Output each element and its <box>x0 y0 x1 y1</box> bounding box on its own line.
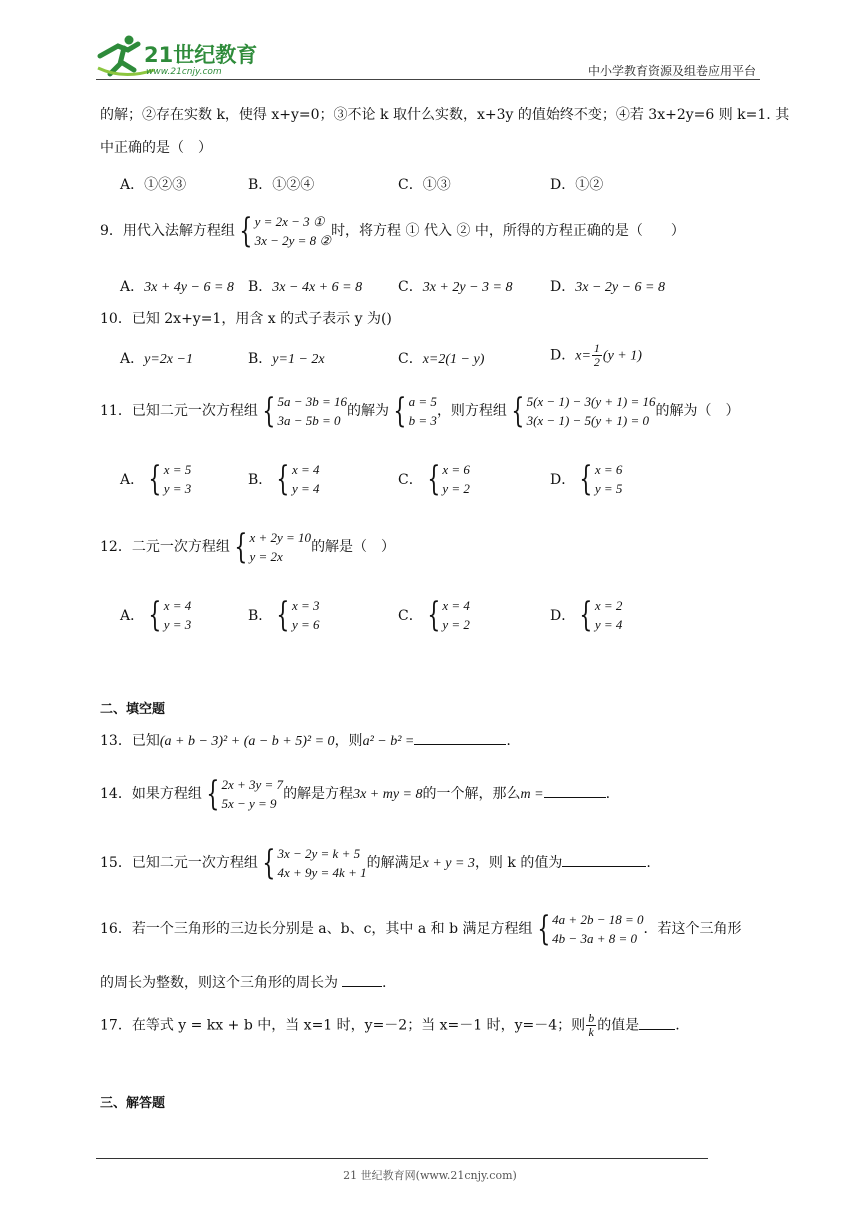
q16-question-line2: 的周长为整数，则这个三角形的周长为 . <box>100 972 386 993</box>
q8-text-line1: 的解；②存在实数 k，使得 x+y=0；③不论 k 取什么实数，x+3y 的值始终不变；④若 3x+2y=6 则 k=1. 其 <box>100 107 790 123</box>
section-fill-in-title: 二、填空题 <box>100 702 166 717</box>
site-logo <box>94 34 264 80</box>
q9-eq2: 3x − 2y = 8 ② <box>254 233 332 248</box>
q8-choice-b: B．①②④ <box>248 177 315 193</box>
q16-question: 16．若一个三角形的三边长分别是 a、b、c，其中 a 和 b 满足方程组 { 4a + 2b − 18 = 0 4b − 3a + 8 = 0 ．若这个三角形 <box>100 909 742 949</box>
q10-choice-b: B．y=1 − 2x <box>248 351 325 367</box>
q12-choice-a: A． { x = 4 y = 3 <box>120 595 192 635</box>
q12-choice-b: B． { x = 3 y = 6 <box>248 595 320 635</box>
q10-choice-c: C．x=2(1 − y) <box>398 351 485 367</box>
q9-choice-a: A．3x + 4y − 6 = 8 <box>120 279 234 295</box>
q11-choice-d: D． { x = 6 y = 5 <box>550 459 623 499</box>
q10-choice-a: A．y=2x −1 <box>120 351 193 367</box>
q11-solution: { a = 5 b = 3 <box>393 391 437 431</box>
footer-divider <box>96 1158 708 1159</box>
q12-system: { x + 2y = 10 y = 2x <box>234 527 312 567</box>
q12-question: 12．二元一次方程组 { x + 2y = 10 y = 2x 的解是（ ） <box>100 527 396 567</box>
q8-choice-a: A．①②③ <box>120 177 187 193</box>
q17-answer-blank[interactable] <box>639 1015 675 1030</box>
q11-choice-a: A． { x = 5 y = 3 <box>120 459 192 499</box>
q14-answer-blank[interactable] <box>544 783 606 798</box>
logo-url: www.21cnjy.com <box>146 67 222 77</box>
q9-eq1: y = 2x − 3 ① <box>254 214 325 229</box>
q16-answer-blank[interactable] <box>342 972 382 987</box>
q12-choice-d: D． { x = 2 y = 4 <box>550 595 623 635</box>
q14-question: 14．如果方程组 { 2x + 3y = 7 5x − y = 9 的解是方程3x + my = 8的一个解，那么m = . <box>100 774 611 814</box>
q12-choice-c: C． { x = 4 y = 2 <box>398 595 470 635</box>
q9-prefix: 9．用代入法解方程组 <box>100 223 235 239</box>
q17-question: 17．在等式 y = kx + b 中，当 x=1 时，y=－2；当 x=－1 时，y=－4；则 $\frac{b}{k}$ 的值是 . <box>100 1011 680 1039</box>
q17-fraction: $\frac{b}{k}$ <box>588 1011 595 1039</box>
header-divider <box>96 79 760 80</box>
q9-choice-c: C．3x + 2y − 3 = 8 <box>398 279 513 295</box>
q13-answer-blank[interactable] <box>414 730 506 745</box>
q13-question: 13．已知(a + b − 3)² + (a − b + 5)² = 0，则a² − b² = . <box>100 730 511 752</box>
q15-system: { 3x − 2y = k + 5 4x + 9y = 4k + 1 <box>262 843 367 883</box>
q11-choice-c: C． { x = 6 y = 2 <box>398 459 470 499</box>
q9-system: { y = 2x − 3 ① 3x − 2y = 8 ② <box>239 211 332 251</box>
q10-choice-d: D．x= $\frac{1}{2}$ (y + 1) <box>550 341 642 369</box>
q15-question: 15．已知二元一次方程组 { 3x − 2y = k + 5 4x + 9y = 4k + 1 的解满足x + y = 3，则 k 的值为 . <box>100 843 651 883</box>
q10-d-denominator: 2 <box>593 355 600 369</box>
q11-question: 11．已知二元一次方程组 { 5a − 3b = 16 3a − 5b = 0 的解为 { a = 5 b = 3 ，则方程组 { 5(x − 1) − 3(y + 1) = 16 3(x − 1) − 5(y + 1) = 0 的解为（ ） <box>100 391 740 431</box>
q16-system: { 4a + 2b − 18 = 0 4b − 3a + 8 = 0 <box>536 909 644 949</box>
q10-question: 10．已知 2x+y=1，用含 x 的式子表示 y 为() <box>100 311 392 327</box>
footer-text: 21 世纪教育网(www.21cnjy.com) <box>343 1169 517 1182</box>
q9-suffix: 时，将方程 ① 代入 ② 中，所得的方程正确的是（ ） <box>331 223 685 239</box>
q10-d-numerator: 1 <box>593 341 600 355</box>
q9-choice-b: B．3x − 4x + 6 = 8 <box>248 279 363 295</box>
q11-system-2: { 5(x − 1) − 3(y + 1) = 16 3(x − 1) − 5(y + 1) = 0 <box>511 391 656 431</box>
header-platform-name: 中小学教育资源及组卷应用平台 <box>587 64 756 78</box>
q8-choice-c: C．①③ <box>398 177 451 193</box>
q11-choice-b: B． { x = 4 y = 4 <box>248 459 320 499</box>
q9-choice-d: D．3x − 2y − 6 = 8 <box>550 279 666 295</box>
logo-icon <box>94 34 264 80</box>
logo-title: 21世纪教育 <box>144 43 258 67</box>
q8-choice-d: D．①② <box>550 177 604 193</box>
q8-text-line2: 中正确的是（ ） <box>100 140 212 156</box>
q9-question <box>100 212 685 250</box>
q14-system: { 2x + 3y = 7 5x − y = 9 <box>206 774 284 814</box>
q11-system-1: { 5a − 3b = 16 3a − 5b = 0 <box>262 391 348 431</box>
section-answer-title: 三、解答题 <box>100 1096 166 1111</box>
q15-answer-blank[interactable] <box>562 852 646 867</box>
